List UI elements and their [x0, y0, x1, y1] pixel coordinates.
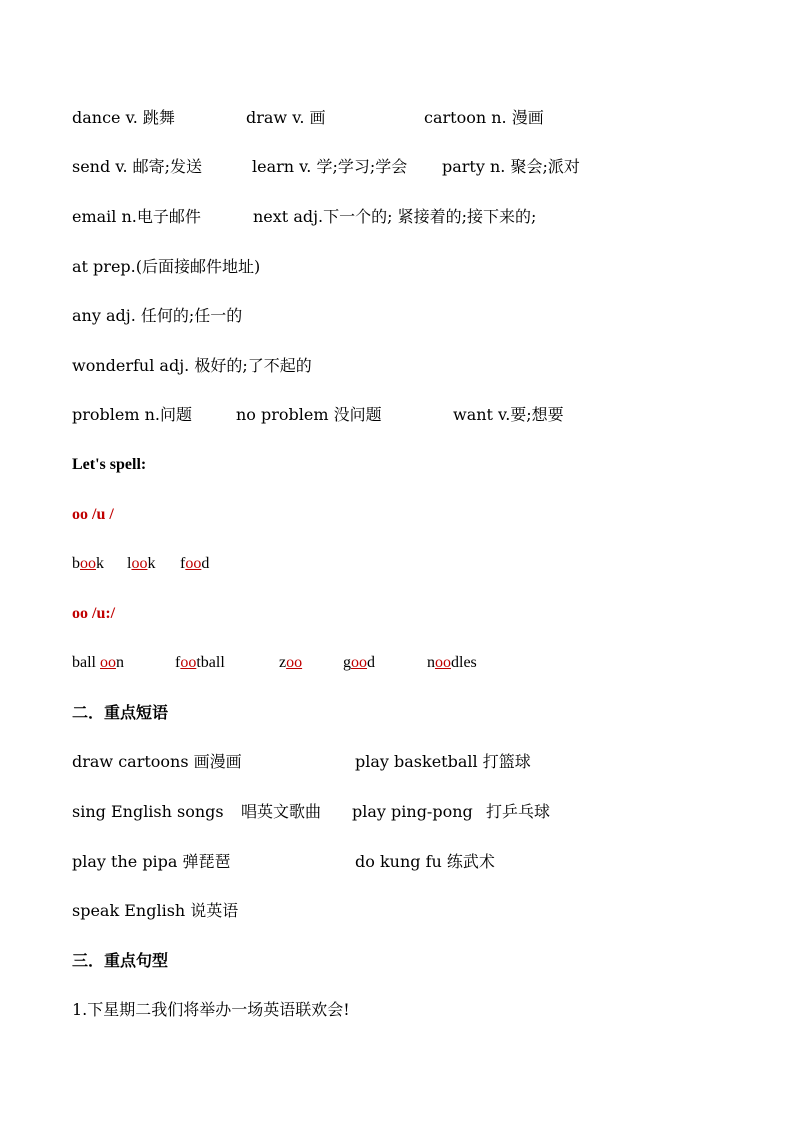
vocab-draw: draw v. 画: [246, 108, 326, 127]
vocab-cartoon: cartoon n. 漫画: [424, 108, 544, 127]
spell-word-good: good: [343, 654, 375, 671]
spell-word-balloon: ball oon: [72, 654, 124, 671]
phrase-sing-english-songs-cn: 唱英文歌曲: [241, 802, 322, 821]
vocab-any: any adj. 任何的;任一的: [72, 306, 243, 325]
phrase-do-kung-fu: do kung fu 练武术: [355, 852, 495, 871]
vocab-want: want v.要;想要: [453, 405, 564, 424]
phrase-draw-cartoons: draw cartoons 画漫画: [72, 752, 242, 771]
spell-word-football: football: [175, 654, 225, 671]
vocab-send: send v. 邮寄;发送: [72, 157, 203, 176]
vocab-next: next adj.下一个的; 紧接着的;接下来的;: [253, 207, 537, 226]
spell-word-look: look: [127, 555, 156, 572]
phrase-play-the-pipa: play the pipa 弹琵琶: [72, 852, 231, 871]
phrase-play-ping-pong-cn: 打乒乓球: [486, 802, 551, 821]
vocab-wonderful: wonderful adj. 极好的;了不起的: [72, 356, 312, 375]
spell-oo-long: oo /u:/: [72, 605, 116, 622]
spell-word-book: book: [72, 555, 104, 572]
spell-heading: Let's spell:: [72, 456, 147, 473]
vocab-learn: learn v. 学;学习;学会: [252, 157, 408, 176]
sentence-1: 1.下星期二我们将举办一场英语联欢会!: [72, 1000, 350, 1019]
phrase-speak-english: speak English 说英语: [72, 901, 239, 920]
vocab-no-problem: no problem 没问题: [236, 405, 382, 424]
vocab-email: email n.电子邮件: [72, 207, 201, 226]
phrase-sing-english-songs: sing English songs: [72, 802, 224, 821]
spell-word-zoo: zoo: [279, 654, 303, 671]
vocab-dance: dance v. 跳舞: [72, 108, 175, 127]
phrases-heading: 二．重点短语: [72, 703, 169, 722]
spell-oo-short: oo /u /: [72, 506, 114, 523]
spell-word-noodles: noodles: [427, 654, 477, 671]
vocab-problem: problem n.问题: [72, 405, 193, 424]
vocab-party: party n. 聚会;派对: [442, 157, 580, 176]
vocab-at: at prep.(后面接邮件地址): [72, 257, 261, 276]
phrase-play-basketball: play basketball 打篮球: [355, 752, 531, 771]
phrase-play-ping-pong: play ping-pong: [352, 802, 473, 821]
sentences-heading: 三．重点句型: [72, 951, 169, 970]
spell-word-food: food: [180, 555, 210, 572]
